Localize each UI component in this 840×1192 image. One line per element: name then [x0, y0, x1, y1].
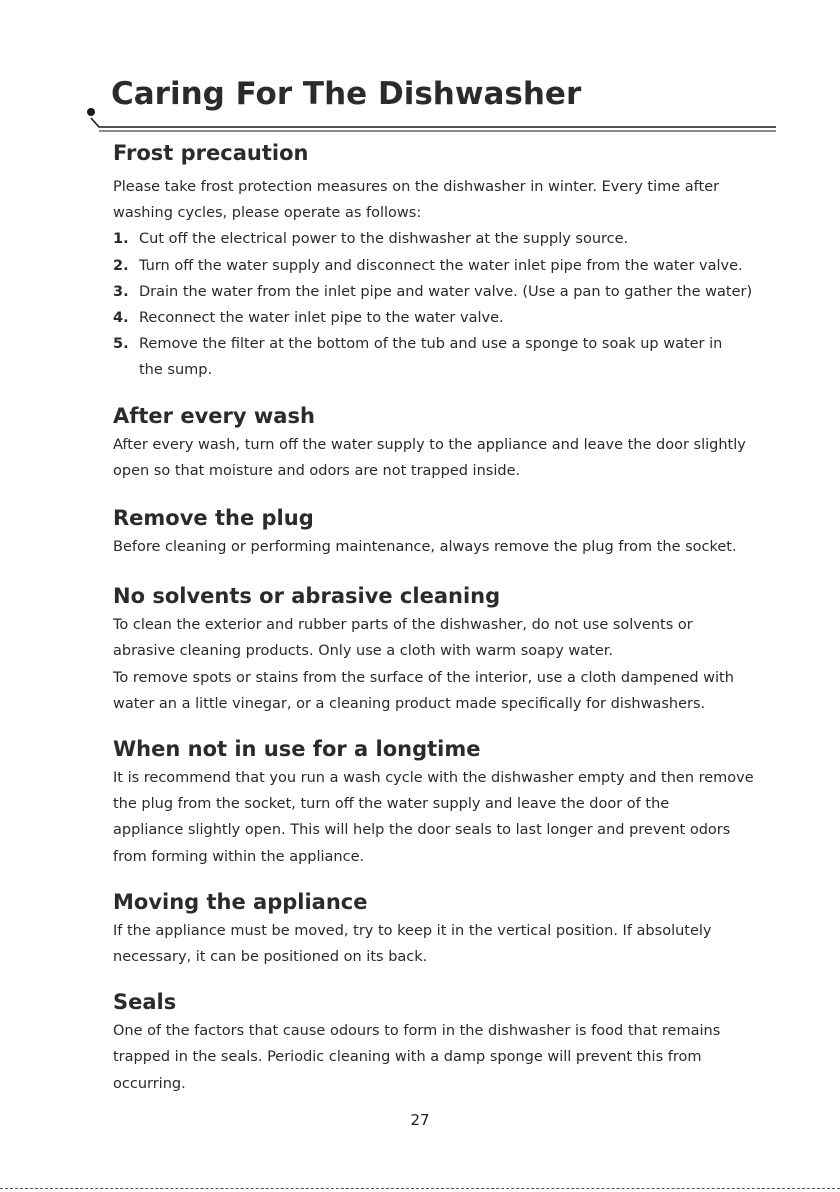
section-remove-the-plug: [113, 502, 793, 560]
section-heading: No solvents or abrasive cleaning: [113, 584, 501, 609]
section-heading: Remove the plug: [113, 506, 314, 531]
frost-steps-list: [113, 226, 793, 383]
paragraph-line: water an a little vinegar, or a cleaning product made specifically for dishwashers.: [113, 695, 706, 712]
paragraph-line: Before cleaning or performing maintenance, always remove the plug from the socket.: [113, 539, 737, 556]
list-item-text: Turn off the water supply and disconnect the water inlet pipe from the water valve.: [139, 257, 743, 274]
list-item: [113, 305, 793, 331]
section-no-solvents: [113, 580, 793, 717]
paragraph-line: Please take frost protection measures on the dishwasher in winter. Every time after: [113, 179, 720, 195]
page-content: [113, 137, 793, 1097]
paragraph-line: After every wash, turn off the water supply to the appliance and leave the door slightly: [113, 436, 746, 453]
section-heading: When not in use for a longtime: [113, 737, 481, 762]
paragraph-line: occurring.: [113, 1075, 186, 1092]
section-when-not-in-use: [113, 733, 793, 870]
list-item-number: 5.: [113, 336, 129, 353]
list-item-text: Reconnect the water inlet pipe to the water valve.: [139, 310, 504, 327]
list-item-number: 1.: [113, 231, 129, 248]
paragraph-line: the plug from the socket, turn off the water supply and leave the door of the: [113, 796, 670, 813]
section-frost-precaution: [113, 137, 793, 384]
list-item-number: 4.: [113, 310, 129, 327]
list-item-text: the sump.: [139, 362, 213, 379]
paragraph-line: To clean the exterior and rubber parts of the dishwasher, do not use solvents or: [113, 617, 693, 634]
list-item-text: Cut off the electrical power to the dishwasher at the supply source.: [139, 231, 629, 248]
title-underline: [0, 0, 840, 140]
bottom-dashed-rule: [0, 1188, 840, 1189]
list-item-number: 3.: [113, 283, 129, 300]
list-item-text: Remove the filter at the bottom of the tub and use a sponge to soak up water in: [139, 336, 723, 353]
paragraph-line: One of the factors that cause odours to form in the dishwasher is food that remains: [113, 1023, 721, 1040]
page-number: 27: [410, 1111, 430, 1129]
paragraph-line: from forming within the appliance.: [113, 848, 365, 865]
section-heading: Moving the appliance: [113, 889, 368, 914]
paragraph-line: abrasive cleaning products. Only use a cloth with warm soapy water.: [113, 643, 614, 660]
section-seals: [113, 986, 793, 1097]
paragraph-line: If the appliance must be moved, try to keep it in the vertical position. If absolutely: [113, 922, 712, 939]
paragraph-line: necessary, it can be positioned on its back.: [113, 949, 428, 966]
list-item-text: Drain the water from the inlet pipe and water valve. (Use a pan to gather the water): [139, 283, 753, 300]
paragraph-line: It is recommend that you run a wash cycle with the dishwasher empty and then remove: [113, 770, 754, 787]
paragraph-line: trapped in the seals. Periodic cleaning with a damp sponge will prevent this from: [113, 1049, 702, 1066]
section-heading: Seals: [113, 990, 177, 1015]
section-after-every-wash: [113, 400, 793, 484]
list-item-number: 2.: [113, 257, 129, 274]
section-moving-the-appliance: [113, 886, 793, 970]
page-title: Caring For The Dishwasher: [111, 76, 582, 112]
paragraph-line: open so that moisture and odors are not trapped inside.: [113, 462, 521, 479]
list-item: [113, 279, 793, 305]
paragraph-line: To remove spots or stains from the surface of the interior, use a cloth dampened with: [113, 669, 734, 686]
section-heading: Frost precaution: [113, 141, 309, 165]
list-item: [113, 226, 793, 252]
list-item: [113, 331, 793, 383]
list-item: [113, 253, 793, 279]
paragraph-line: washing cycles, please operate as follows:: [113, 205, 422, 222]
section-heading: After every wash: [113, 403, 315, 428]
paragraph-line: appliance slightly open. This will help the door seals to last longer and prevent odors: [113, 822, 731, 839]
